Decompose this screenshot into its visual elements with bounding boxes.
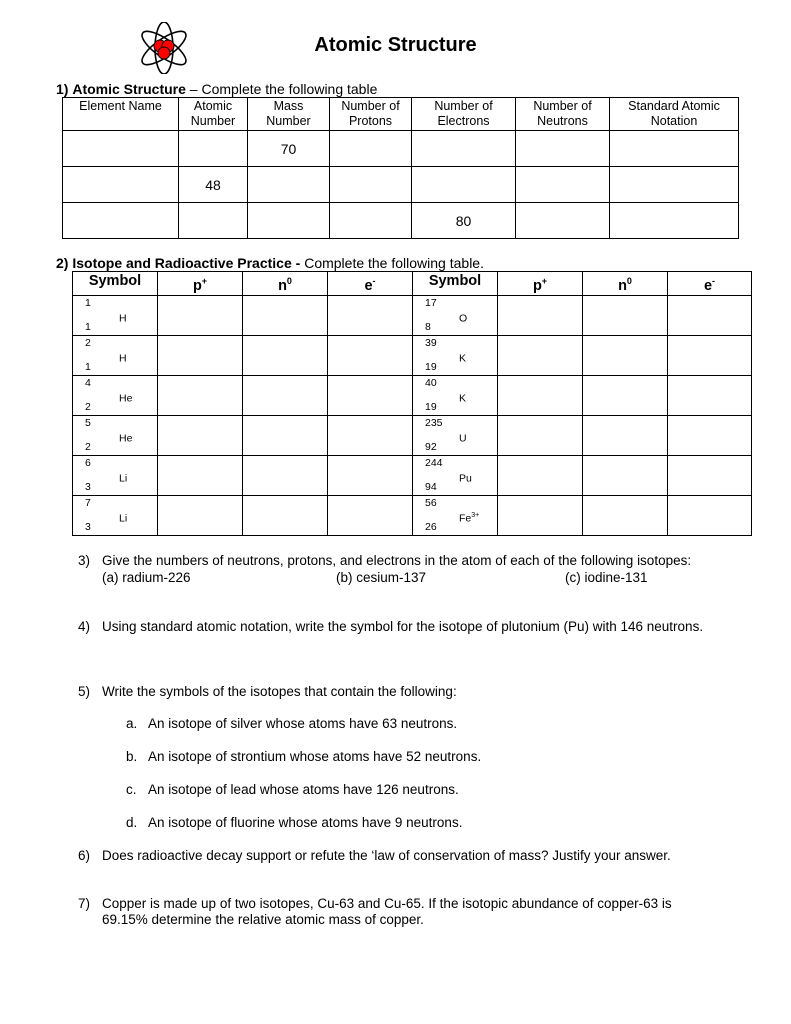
question-5d: d. An isotope of fluorine whose atoms have 9 neutrons. [126, 815, 463, 830]
table1-header-cell: Standard Atomic Notation [610, 98, 739, 131]
col-electrons-2: e- [668, 272, 752, 296]
answer-cell[interactable] [243, 335, 328, 375]
atomic-number: 3 [85, 480, 91, 493]
table1-cell[interactable]: 70 [248, 131, 330, 167]
table1-cell[interactable] [179, 131, 248, 167]
answer-cell[interactable] [498, 295, 583, 335]
table1-cell[interactable] [516, 167, 610, 203]
question-7: 7) Copper is made up of two isotopes, Cu-63 and Cu-65. If the isotopic abundance of copper-63 is 69.15% determine the relative atomic mass of copper. [78, 896, 672, 927]
question-3b: (b) cesium-137 [336, 570, 427, 585]
answer-cell[interactable] [243, 415, 328, 455]
isotope-table [72, 271, 752, 536]
table1-cell[interactable] [412, 167, 516, 203]
table-row [63, 131, 739, 167]
atomic-number: 2 [85, 400, 91, 413]
table1-cell[interactable] [610, 167, 739, 203]
answer-cell[interactable] [583, 295, 668, 335]
answer-cell[interactable] [158, 495, 243, 535]
mass-number: 40 [425, 376, 437, 389]
answer-cell[interactable] [158, 455, 243, 495]
mass-number: 244 [425, 456, 443, 469]
mass-number: 2 [85, 336, 91, 349]
answer-cell[interactable] [498, 455, 583, 495]
question-6: 6) Does radioactive decay support or refute the ‘law of conservation of mass? Justify your answer. [78, 848, 671, 863]
answer-cell[interactable] [583, 455, 668, 495]
element-symbol: Pu [459, 472, 472, 485]
col-protons-2: p+ [498, 272, 583, 296]
element-symbol: He [119, 392, 133, 405]
atomic-number: 3 [85, 520, 91, 533]
answer-cell[interactable] [498, 495, 583, 535]
element-symbol: He [119, 432, 133, 445]
isotope-symbol-cell [73, 375, 158, 415]
answer-cell[interactable] [243, 295, 328, 335]
table1-cell[interactable]: 80 [412, 203, 516, 239]
mass-number: 7 [85, 496, 91, 509]
atomic-number: 19 [425, 400, 437, 413]
section1-number: 1) [56, 81, 69, 97]
table-row [73, 375, 752, 415]
question-3: 3) Give the numbers of neutrons, protons, and electrons in the atom of each of the following isotopes: [78, 553, 692, 568]
element-symbol: K [459, 352, 467, 365]
isotope-symbol-cell [73, 335, 158, 375]
table1-cell[interactable]: 48 [179, 167, 248, 203]
answer-cell[interactable] [498, 335, 583, 375]
atomic-structure-table [62, 97, 739, 239]
answer-cell[interactable] [158, 295, 243, 335]
table1-cell[interactable] [330, 167, 412, 203]
answer-cell[interactable] [158, 415, 243, 455]
answer-cell[interactable] [328, 335, 413, 375]
element-symbol: O [459, 312, 468, 325]
question-3c: (c) iodine-131 [565, 570, 648, 585]
answer-cell[interactable] [243, 375, 328, 415]
answer-cell[interactable] [583, 495, 668, 535]
mass-number: 235 [425, 416, 443, 429]
table1-cell[interactable] [516, 131, 610, 167]
answer-cell[interactable] [243, 495, 328, 535]
atomic-number: 26 [425, 520, 437, 533]
answer-cell[interactable] [583, 375, 668, 415]
atomic-number: 92 [425, 440, 437, 453]
section1-heading [56, 81, 377, 97]
answer-cell[interactable] [328, 415, 413, 455]
isotope-symbol-cell [413, 295, 498, 335]
col-symbol: Symbol [73, 272, 158, 296]
isotope-symbol-cell [73, 415, 158, 455]
question-4: 4) Using standard atomic notation, write the symbol for the isotope of plutonium (Pu) with 146 neutrons. [78, 619, 704, 634]
answer-cell[interactable] [158, 335, 243, 375]
element-symbol: H [119, 312, 127, 325]
question-3a: (a) radium-226 [102, 570, 191, 585]
atomic-number: 94 [425, 480, 437, 493]
section2-heading [56, 255, 484, 271]
table1-cell[interactable] [63, 203, 179, 239]
table-row [73, 495, 752, 535]
table1-cell[interactable] [412, 131, 516, 167]
answer-cell[interactable] [668, 375, 752, 415]
mass-number: 1 [85, 296, 91, 309]
mass-number: 6 [85, 456, 91, 469]
answer-cell[interactable] [668, 335, 752, 375]
section1-instruction: – Complete the following table [185, 81, 378, 97]
answer-cell[interactable] [158, 375, 243, 415]
answer-cell[interactable] [328, 495, 413, 535]
table1-cell[interactable] [610, 131, 739, 167]
answer-cell[interactable] [328, 455, 413, 495]
isotope-symbol-cell [413, 415, 498, 455]
col-protons: p+ [158, 272, 243, 296]
table-row [63, 203, 739, 239]
answer-cell[interactable] [668, 495, 752, 535]
table1-header-cell: Atomic Number [179, 98, 248, 131]
ion-charge: 3+ [471, 511, 480, 519]
isotope-symbol-cell [73, 495, 158, 535]
atomic-number: 8 [425, 320, 431, 333]
table1-cell[interactable] [63, 167, 179, 203]
element-symbol: Li [119, 512, 128, 525]
atomic-number: 1 [85, 320, 91, 333]
table1-cell[interactable] [610, 203, 739, 239]
element-symbol: H [119, 352, 127, 365]
question-5: 5) Write the symbols of the isotopes that contain the following: [78, 684, 457, 699]
atomic-number: 2 [85, 440, 91, 453]
answer-cell[interactable] [668, 295, 752, 335]
mass-number: 56 [425, 496, 437, 509]
table1-cell[interactable] [63, 131, 179, 167]
isotope-symbol-cell [413, 375, 498, 415]
element-symbol: U [459, 432, 467, 445]
table-row [73, 455, 752, 495]
page-title: Atomic Structure [314, 34, 477, 56]
isotope-symbol-cell [73, 295, 158, 335]
table1-header-cell: Number of Neutrons [516, 98, 610, 131]
col-electrons: e- [328, 272, 413, 296]
table1-cell[interactable] [330, 203, 412, 239]
answer-cell[interactable] [243, 455, 328, 495]
table1-cell[interactable] [330, 131, 412, 167]
element-symbol: Li [119, 472, 128, 485]
mass-number: 39 [425, 336, 437, 349]
mass-number: 4 [85, 376, 91, 389]
answer-cell[interactable] [583, 415, 668, 455]
atomic-number: 1 [85, 360, 91, 373]
mass-number: 17 [425, 296, 437, 309]
table1-header-cell: Number of Protons [330, 98, 412, 131]
answer-cell[interactable] [328, 375, 413, 415]
isotope-symbol-cell [73, 455, 158, 495]
answer-cell[interactable] [498, 375, 583, 415]
answer-cell[interactable] [583, 335, 668, 375]
isotope-symbol-cell [413, 495, 498, 535]
question-5a: a. An isotope of silver whose atoms have 63 neutrons. [126, 716, 458, 731]
table-row [73, 295, 752, 335]
element-symbol: K [459, 392, 467, 405]
section2-title: Isotope and Radioactive Practice - [72, 255, 301, 271]
table1-cell[interactable] [179, 203, 248, 239]
table1-header-cell: Element Name [63, 98, 179, 131]
section1-title: Atomic Structure [72, 81, 186, 97]
question-5b: b. An isotope of strontium whose atoms have 52 neutrons. [126, 749, 482, 764]
table1-cell[interactable] [248, 167, 330, 203]
section2-instruction: Complete the following table. [300, 255, 484, 271]
table-row [63, 167, 739, 203]
section2-number: 2) [56, 255, 69, 271]
isotope-symbol-cell [413, 335, 498, 375]
table1-cell[interactable] [516, 203, 610, 239]
answer-cell[interactable] [668, 415, 752, 455]
table1-header-cell: Number of Electrons [412, 98, 516, 131]
atomic-number: 19 [425, 360, 437, 373]
answer-cell[interactable] [668, 455, 752, 495]
table1-cell[interactable] [248, 203, 330, 239]
table-row [73, 335, 752, 375]
isotope-symbol-cell [413, 455, 498, 495]
answer-cell[interactable] [498, 415, 583, 455]
table-row [73, 415, 752, 455]
element-symbol: Fe [459, 512, 472, 525]
col-symbol-2: Symbol [413, 272, 498, 296]
col-neutrons-2: $n^0$ [583, 272, 668, 296]
mass-number: 5 [85, 416, 91, 429]
question-5c: c. An isotope of lead whose atoms have 126 neutrons. [126, 782, 459, 797]
table-header-row [63, 98, 739, 131]
col-neutrons: $n^0$ [243, 272, 328, 296]
answer-cell[interactable] [328, 295, 413, 335]
table-header-row [73, 272, 752, 296]
table1-header-cell: Mass Number [248, 98, 330, 131]
